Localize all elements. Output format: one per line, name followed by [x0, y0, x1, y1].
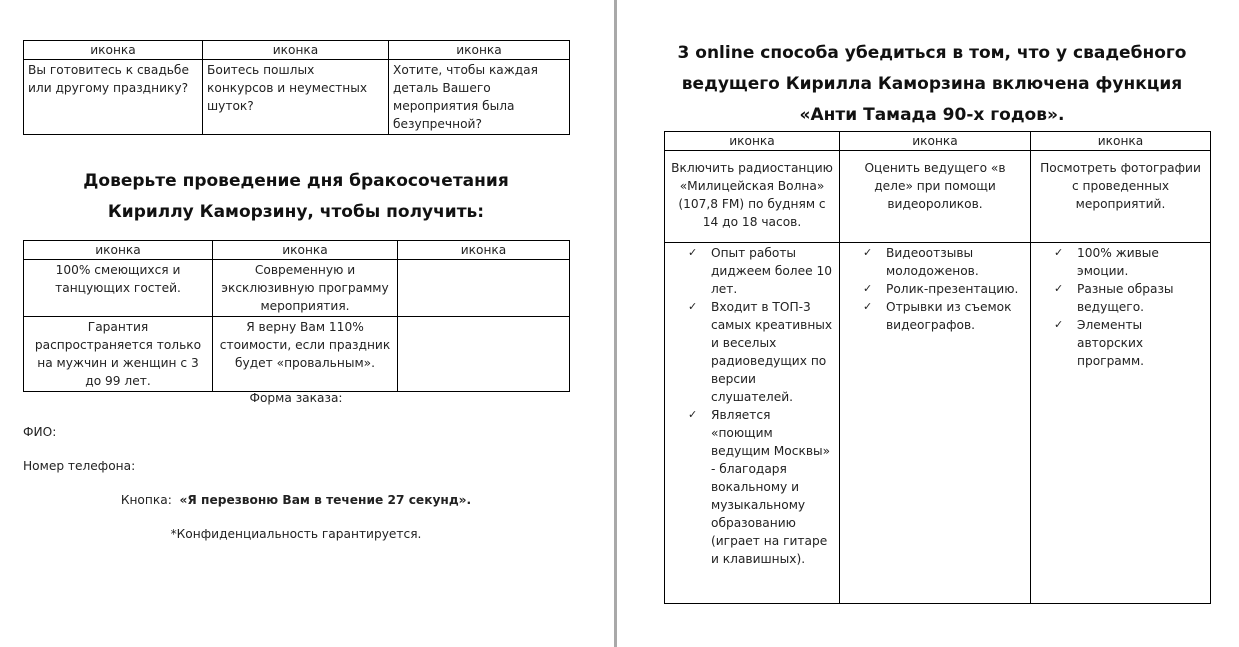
right-document-page: [622, 0, 1239, 647]
benefit-cell: 100% смеющихся и танцующих гостей.: [24, 260, 213, 317]
icon-placeholder-label: иконка: [24, 41, 203, 60]
checkmark-icon: ✓: [1054, 246, 1064, 259]
phone-field-label: Номер телефона:: [23, 459, 136, 473]
order-form-title: Форма заказа:: [249, 391, 343, 405]
checkmark-icon: ✓: [863, 300, 873, 313]
icon-placeholder-label: иконка: [24, 241, 213, 260]
button-label: «Я перезвоню Вам в течение 27 секунд».: [179, 493, 472, 507]
checklist-item: ✓ 100% живые эмоции.: [1054, 246, 1159, 278]
guarantee-cell-empty: [398, 317, 570, 392]
way-radio-cell: Включить радиостанцию «Милицейская Волна» (107,8 FM) по будням с 14 до 18 часов.: [665, 151, 840, 243]
guarantee-cell: Я верну Вам 110% стоимости, если праздник будет «провальным».: [213, 317, 398, 392]
checklist-item: ✓ Видеоотзывы молодоженов.: [863, 246, 979, 278]
callback-button-text[interactable]: [23, 491, 569, 509]
online-ways-table: [664, 131, 1211, 604]
checkmark-icon: ✓: [688, 300, 698, 313]
privacy-note: *Конфиденциальность гарантируется.: [170, 527, 422, 541]
left-document-page: [0, 0, 610, 647]
icon-placeholder-label: иконка: [1031, 132, 1211, 151]
button-prefix: Кнопка:: [120, 493, 172, 507]
icon-placeholder-label: иконка: [389, 41, 570, 60]
checkmark-icon: ✓: [688, 408, 698, 421]
way-photo-cell: Посмотреть фотографии с проведенных мероприятий.: [1031, 151, 1211, 243]
benefit-cell-empty: [398, 260, 570, 317]
problem-cell: Хотите, чтобы каждая деталь Вашего мероприятия была безупречной?: [389, 60, 570, 135]
checkmark-icon: ✓: [1054, 282, 1064, 295]
icon-placeholder-label: иконка: [203, 41, 389, 60]
guarantee-cell: Гарантия распространяется только на мужчин и женщин с 3 до 99 лет.: [24, 317, 213, 392]
checklist-item: ✓ Опыт работы диджеем более 10 лет.: [688, 246, 832, 296]
checkmark-icon: ✓: [863, 246, 873, 259]
checkmark-icon: ✓: [1054, 318, 1064, 331]
checkmark-icon: ✓: [863, 282, 873, 295]
icon-placeholder-label: иконка: [213, 241, 398, 260]
way-video-cell: Оценить ведущего «в деле» при помощи видеороликов.: [840, 151, 1031, 243]
checklist-item: ✓ Элементы авторских программ.: [1054, 318, 1145, 368]
problem-cell: Боитесь пошлых конкурсов и неуместных шуток?: [203, 60, 389, 135]
icon-placeholder-label: иконка: [840, 132, 1031, 151]
icon-placeholder-label: иконка: [665, 132, 840, 151]
benefits-table: [23, 240, 570, 392]
online-ways-heading: 3 online способа убедиться в том, что у свадебного ведущего Кирилла Каморзина включена функция «Анти Тамада 90-х годов».: [677, 43, 1187, 125]
name-field-label: ФИО:: [23, 425, 57, 439]
page-divider: [610, 0, 622, 647]
photo-details-cell: [1031, 243, 1211, 604]
checklist-item: ✓ Является «поющим ведущим Москвы» - благодаря вокальному и музыкальному образованию (играет на гитаре и клавишных).: [688, 408, 831, 566]
problem-cell: Вы готовитесь к свадьбе или другому празднику?: [24, 60, 203, 135]
icon-placeholder-label: иконка: [398, 241, 570, 260]
checklist-item: ✓ Входит в ТОП-3 самых креативных и веселых радиоведущих по версии слушателей.: [688, 300, 833, 404]
checklist-item: ✓ Отрывки из съемок видеографов.: [863, 300, 1012, 332]
benefit-cell: Современную и эксклюзивную программу мероприятия.: [213, 260, 398, 317]
video-details-cell: [840, 243, 1031, 604]
radio-details-cell: [665, 243, 840, 604]
problems-table: [23, 40, 570, 135]
checklist-item: ✓ Разные образы ведущего.: [1054, 282, 1174, 314]
benefits-heading: Доверьте проведение дня бракосочетания Кириллу Каморзину, чтобы получить:: [83, 171, 509, 222]
checkmark-icon: ✓: [688, 246, 698, 259]
checklist-item: ✓ Ролик-презентацию.: [863, 282, 1019, 296]
